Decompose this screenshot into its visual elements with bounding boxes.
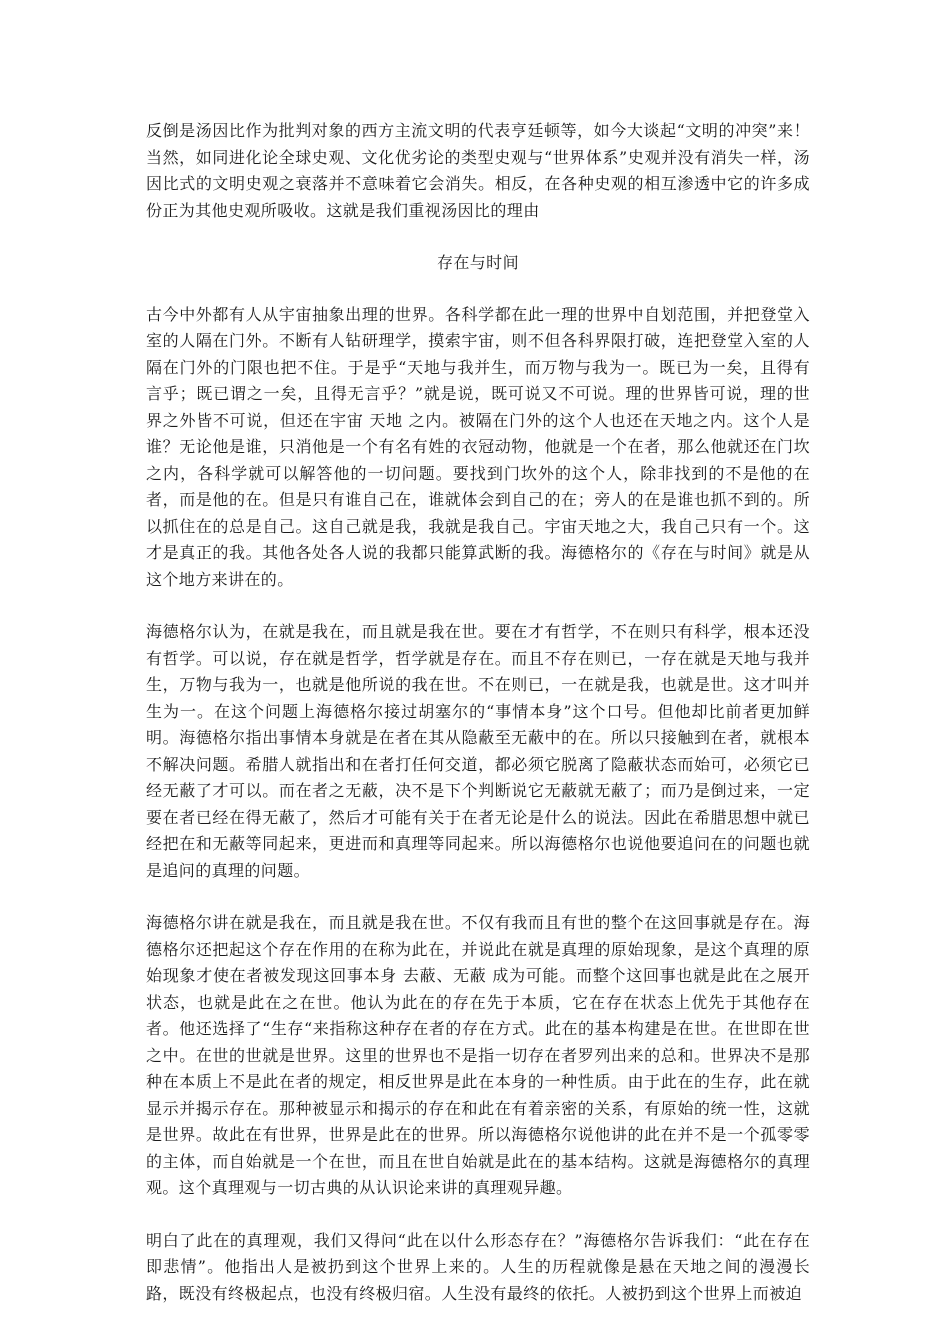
body-paragraph-4: 明白了此在的真理观，我们又得问“此在以什么形态存在？”海德格尔告诉我们：“此在存在即悲情”。他指出人是被扔到这个世界上来的。人生的历程就像是悬在天地之间的漫漫长路，既没有终极起点，也没有终极归宿。人生没有最终的依托。人被扔到这个世界上而被迫 bbox=[146, 1230, 810, 1303]
section-title: 存在与时间 bbox=[436, 253, 519, 272]
body-paragraph-3: 海德格尔讲在就是我在，而且就是我在世。不仅有我而且有世的整个在这回事就是存在。海德格尔还把起这个存在作用的在称为此在，并说此在就是真理的原始现象，是这个真理的原始现象才使在者被发现这回事本身 去蔽、无蔽 成为可能。而整个这回事也就是此在之展开状态，也就是此在之在世。他认为此在的存在先于本质，它在存在状态上优先于其他存在者。他还选择了“生存“来指称这种存在者的存在方式。此在的基本构建是在世。在世即在世之中。在世的世就是世界。这里的世界也不是指一切存在者罗列出来的总和。世界决不是那种在本质上不是此在者的规定，相反世界是此在本身的一种性质。由于此在的生存，此在就显示并揭示存在。那种被显示和揭示的存在和此在有着亲密的关系，有原始的统一性，这就是世界。故此在有世界，世界是此在的世界。所以海德格尔说他讲的此在并不是一个孤零零的主体，而自始就是一个在世，而且在世自始就是此在的基本结构。这就是海德格尔的真理观。这个真理观与一切古典的从认识论来讲的真理观异趣。 bbox=[146, 913, 810, 1197]
body-paragraph-1: 古今中外都有人从宇宙抽象出理的世界。各科学都在此一理的世界中自划范围，并把登堂入室的人隔在门外。不断有人钻研理学，摸索宇宙，则不但各科界限打破，连把登堂入室的人隔在门外的门限也把不住。于是乎“天地与我并生，而万物与我为一。既已为一矣，且得有言乎；既已谓之一矣，且得无言乎？”就是说，既可说又不可说。理的世界皆可说，理的世界之外皆不可说，但还在宇宙 天地 之内。被隔在门外的这个人也还在天地之内。这个人是谁？无论他是谁，只消他是一个有名有姓的衣冠动物，他就是一个在者，那么他就还在门坎之内，各科学就可以解答他的一切问题。要找到门坎外的这个人，除非找到的不是他的在者，而是他的在。但是只有谁自己在，谁就体会到自己的在；旁人的在是谁也抓不到的。所以抓住在的总是自己。这自己就是我，我就是我自己。宇宙天地之大，我自己只有一个。这才是真正的我。其他各处各人说的我都只能算武断的我。海德格尔的《存在与时间》就是从这个地方来讲在的。 bbox=[146, 304, 810, 589]
intro-paragraph: 反倒是汤因比作为批判对象的西方主流文明的代表亨廷顿等，如今大谈起“文明的冲突”来！当然，如同进化论全球史观、文化优劣论的类型史观与“世界体系”史观并没有消失一样，汤因比式的文明史观之衰落并不意味着它会消失。相反，在各种史观的相互渗透中它的许多成份正为其他史观所吸收。这就是我们重视汤因比的理由 bbox=[146, 121, 810, 220]
body-paragraph-2: 海德格尔认为，在就是我在，而且就是我在世。要在才有哲学，不在则只有科学，根本还没有哲学。可以说，存在就是哲学，哲学就是存在。而且不存在则已，一存在就是天地与我并生，万物与我为一，也就是他所说的我在世。不在则已，一在就是我，也就是世。这才叫并生为一。在这个问题上海德格尔接过胡塞尔的“事情本身”这个口号。但他却比前者更加鲜明。海德格尔指出事情本身就是在者在其从隐蔽至无蔽中的在。所以只接触到在者，就根本不解决问题。希腊人就指出和在者打任何交道，都必须它脱离了隐蔽状态而始可，必须它已经无蔽了才可以。而在者之无蔽，决不是下个判断说它无蔽就无蔽了；而乃是倒过来，一定要在者已经在得无蔽了，然后才可能有关于在者无论是什么的说法。因此在希腊思想中就已经把在和无蔽等同起来，更进而和真理等同起来。所以海德格尔也说他要追问在的问题也就是追问的真理的问题。 bbox=[146, 622, 810, 880]
document-page bbox=[146, 118, 810, 1307]
